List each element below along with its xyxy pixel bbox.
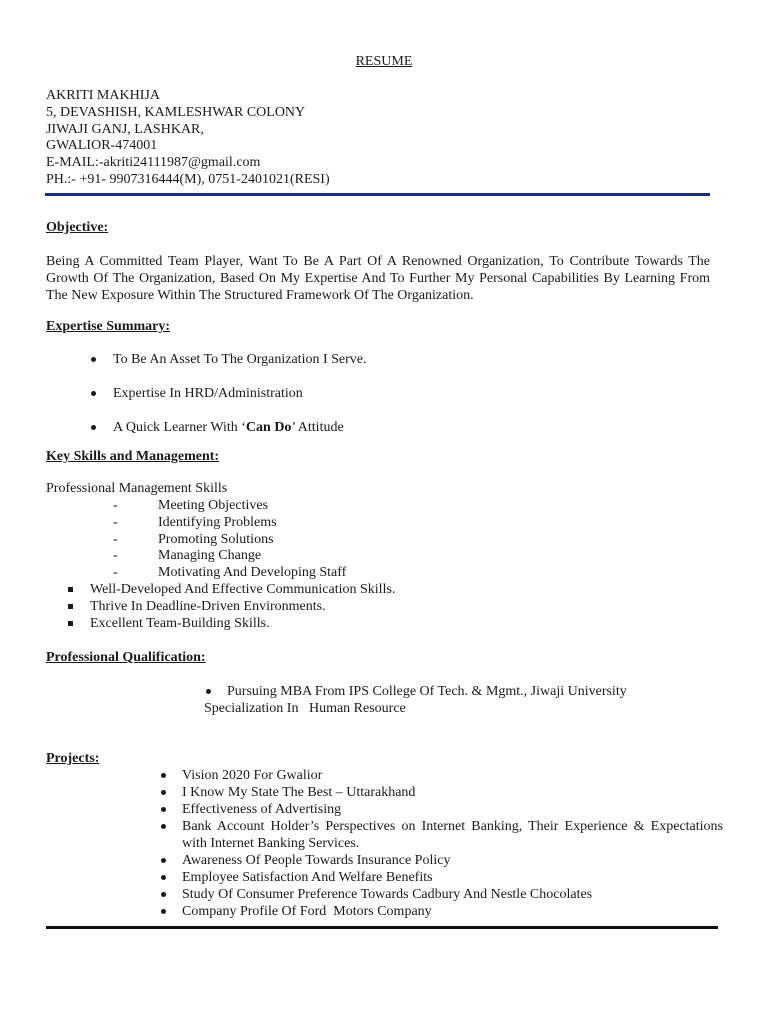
dash-marker: - [113, 515, 118, 530]
qualification-line-1: Pursuing MBA From IPS College Of Tech. & Mgmt., Jiwaji University [227, 684, 627, 699]
email-line: E-MAIL:-akriti24111987@gmail.com [46, 155, 261, 170]
applicant-name: AKRITI MAKHIJA [46, 88, 160, 103]
skill-square-item: Excellent Team-Building Skills. [90, 616, 270, 631]
project-item: Company Profile Of Ford Motors Company [182, 904, 432, 919]
skills-heading: Key Skills and Management: [46, 449, 220, 464]
skill-square-item: Well-Developed And Effective Communication Skills. [90, 582, 396, 597]
phone-line: PH.:- +91- 9907316444(M), 0751-2401021(RESI) [46, 172, 330, 187]
skill-dash-item: Motivating And Developing Staff [158, 565, 347, 580]
square-bullet [68, 604, 73, 609]
qualification-heading: Professional Qualification: [46, 650, 206, 665]
qualification-line-2: Specialization In Human Resource [204, 701, 406, 716]
skill-dash-item: Identifying Problems [158, 515, 277, 530]
bullet-dot [206, 689, 211, 694]
expertise-item-pre: A Quick Learner With ‘ [113, 420, 246, 435]
expertise-heading: Expertise Summary: [46, 319, 171, 334]
bullet-dot [161, 909, 166, 914]
square-bullet [68, 621, 73, 626]
expertise-item-post: ’ Attitude [291, 420, 344, 435]
address-line-2: JIWAJI GANJ, LASHKAR, [46, 122, 204, 137]
resume-title: RESUME [355, 54, 413, 69]
skill-dash-item: Meeting Objectives [158, 498, 269, 513]
bullet-dot [161, 858, 166, 863]
header-divider [45, 193, 710, 196]
can-do-bold: Can Do [245, 420, 292, 435]
square-bullet [68, 587, 73, 592]
bullet-dot [161, 824, 166, 829]
skill-square-item: Thrive In Deadline-Driven Environments. [90, 599, 326, 614]
bullet-dot [161, 807, 166, 812]
skills-subheading: Professional Management Skills [46, 481, 228, 496]
bullet-dot [91, 425, 96, 430]
skill-dash-item: Promoting Solutions [158, 532, 274, 547]
dash-marker: - [113, 532, 118, 547]
dash-marker: - [113, 548, 118, 563]
bullet-dot [161, 790, 166, 795]
objective-heading: Objective: [46, 220, 109, 235]
bullet-dot [161, 773, 166, 778]
dash-marker: - [113, 565, 118, 580]
project-item: Bank Account Holder’s Perspectives on Internet Banking, Their Experience & Expectations with Internet Banking Services. [182, 819, 723, 851]
city-pincode: GWALIOR-474001 [46, 138, 158, 153]
expertise-item: Expertise In HRD/Administration [113, 386, 303, 401]
dash-marker: - [113, 498, 118, 513]
skill-dash-item: Managing Change [158, 548, 262, 563]
objective-text: Being A Committed Team Player, Want To Be A Part Of A Renowned Organization, To Contribute Towards The Growth Of The Organization, Based On My Expertise And To Further My Personal Capabilities By Learning From The New Exposure Within The Structured Framework Of The Organization. [46, 254, 710, 303]
project-item: Awareness Of People Towards Insurance Policy [182, 853, 451, 868]
address-line-1: 5, DEVASHISH, KAMLESHWAR COLONY [46, 105, 306, 120]
project-item: Vision 2020 For Gwalior [182, 768, 323, 783]
project-item: Effectiveness of Advertising [182, 802, 342, 817]
bullet-dot [161, 892, 166, 897]
footer-divider [46, 926, 718, 929]
expertise-item: To Be An Asset To The Organization I Serve. [113, 352, 367, 367]
project-item: Study Of Consumer Preference Towards Cadbury And Nestle Chocolates [182, 887, 593, 902]
bullet-dot [91, 391, 96, 396]
bullet-dot [161, 875, 166, 880]
expertise-item-can-do [113, 419, 344, 436]
projects-heading: Projects: [46, 751, 100, 766]
project-item: Employee Satisfaction And Welfare Benefits [182, 870, 433, 885]
bullet-dot [91, 357, 96, 362]
project-item: I Know My State The Best – Uttarakhand [182, 785, 416, 800]
